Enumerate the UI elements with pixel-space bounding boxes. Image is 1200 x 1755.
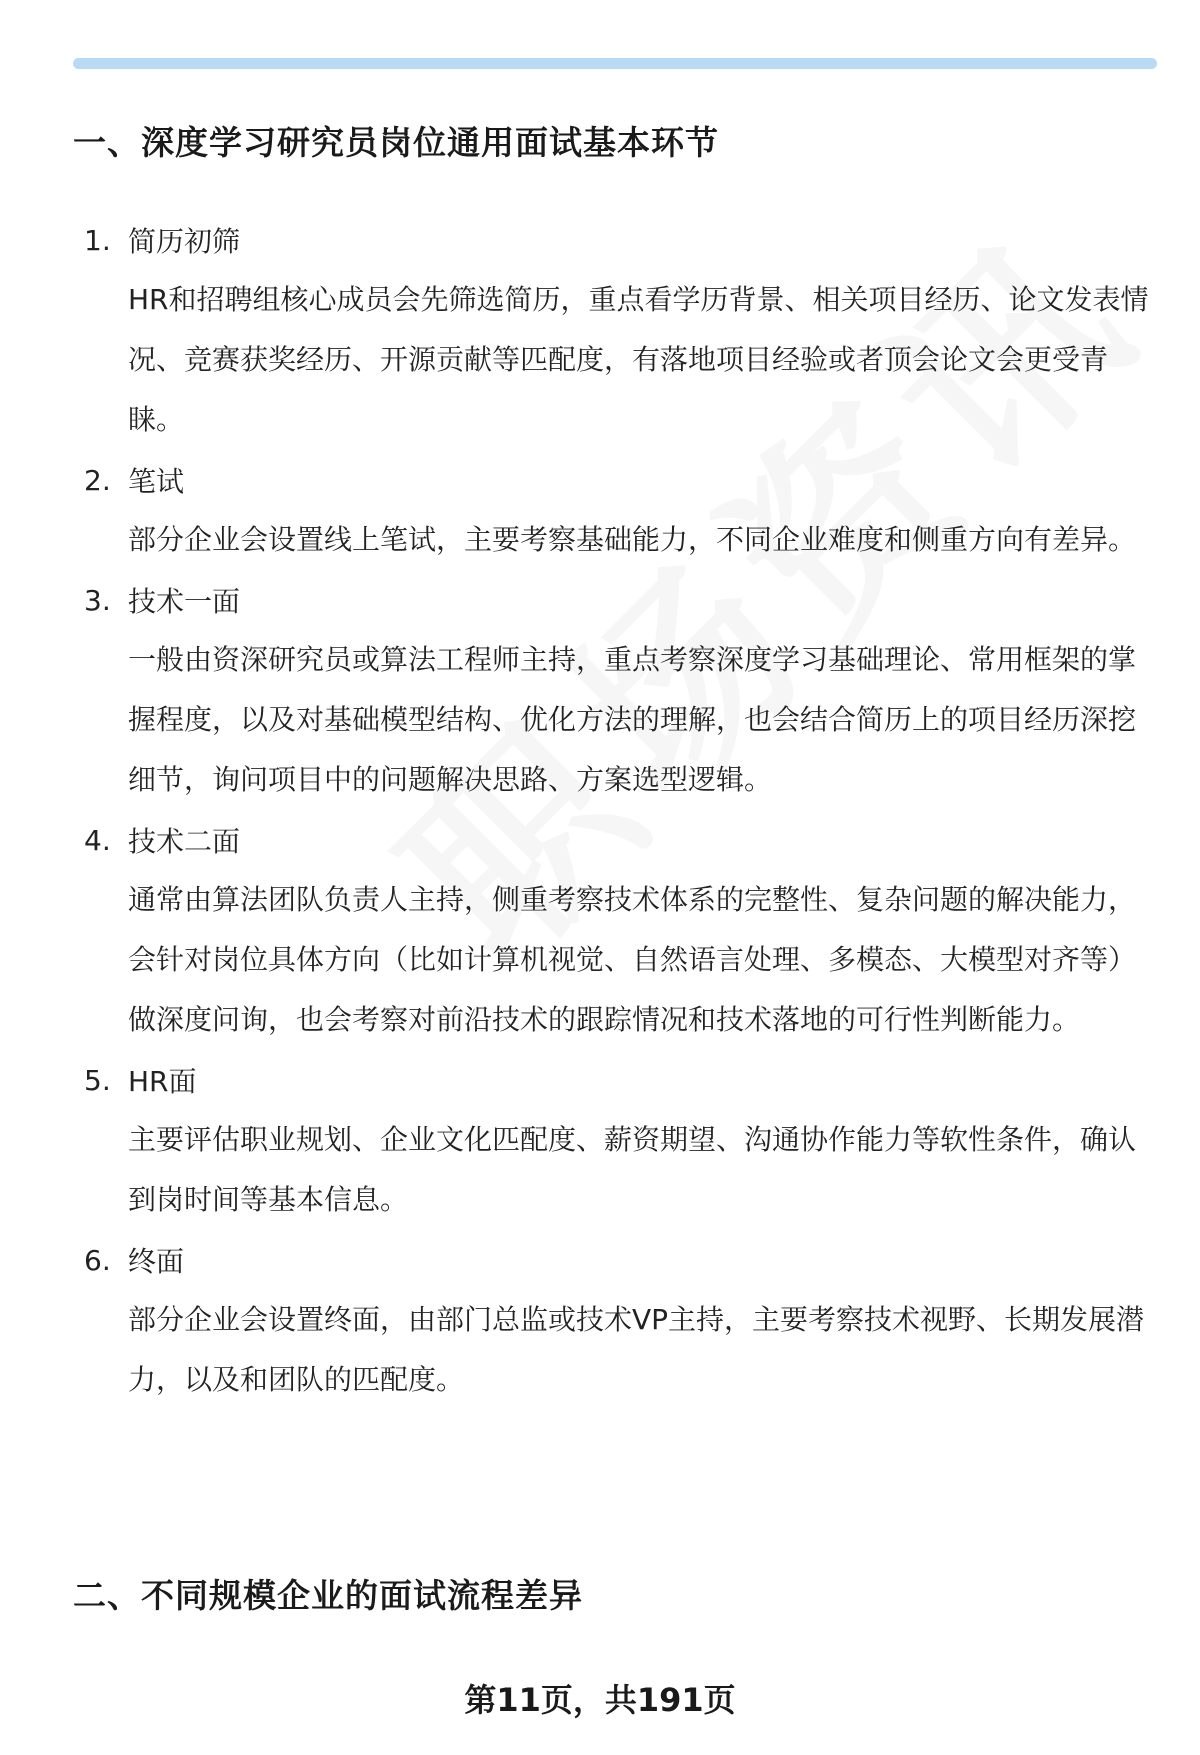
step-title: 技术一面 (128, 585, 241, 618)
step-number: 4. (84, 823, 111, 857)
header-accent-bar (73, 58, 1157, 69)
step-head (84, 570, 1160, 630)
step-title: 简历初筛 (128, 225, 241, 258)
step-title: 终面 (128, 1245, 185, 1278)
step-title: HR面 (128, 1065, 197, 1098)
step-item-2 (84, 450, 1160, 570)
step-head (84, 450, 1160, 510)
step-head (84, 210, 1160, 270)
step-number: 2. (84, 463, 111, 497)
section-title-2: 二、不同规模企业的面试流程差异 (73, 1576, 583, 1615)
step-head (84, 810, 1160, 870)
step-description: HR和招聘组核心成员会先筛选简历，重点看学历背景、相关项目经历、论文发表情况、竞赛获奖经历、开源贡献等匹配度，有落地项目经验或者顶会论文会更受青睐。 (128, 283, 1149, 436)
section-title-1: 一、深度学习研究员岗位通用面试基本环节 (73, 123, 719, 162)
step-description: 部分企业会设置终面，由部门总监或技术VP主持，主要考察技术视野、长期发展潜力，以及和团队的匹配度。 (128, 1303, 1145, 1396)
step-item-6 (84, 1230, 1160, 1410)
step-title: 技术二面 (128, 825, 241, 858)
step-number: 6. (84, 1243, 111, 1277)
step-number: 5. (84, 1063, 111, 1097)
step-item-3 (84, 570, 1160, 810)
step-title: 笔试 (128, 465, 185, 498)
step-head (84, 1050, 1160, 1110)
interview-steps-list (84, 210, 1160, 1410)
step-head (84, 1230, 1160, 1290)
step-description: 一般由资深研究员或算法工程师主持，重点考察深度学习基础理论、常用框架的掌握程度，以及对基础模型结构、优化方法的理解，也会结合简历上的项目经历深挖细节，询问项目中的问题解决思路、方案选型逻辑。 (128, 643, 1137, 796)
step-item-5 (84, 1050, 1160, 1230)
step-description: 通常由算法团队负责人主持，侧重考察技术体系的完整性、复杂问题的解决能力，会针对岗位具体方向（比如计算机视觉、自然语言处理、多模态、大模型对齐等）做深度问询，也会考察对前沿技术的跟踪情况和技术落地的可行性判断能力。 (128, 883, 1137, 1036)
step-number: 3. (84, 583, 111, 617)
step-description: 主要评估职业规划、企业文化匹配度、薪资期望、沟通协作能力等软性条件，确认到岗时间等基本信息。 (128, 1123, 1137, 1216)
step-description: 部分企业会设置线上笔试，主要考察基础能力，不同企业难度和侧重方向有差异。 (128, 523, 1137, 556)
page-number-footer: 第11页，共191页 (464, 1681, 736, 1719)
step-item-4 (84, 810, 1160, 1050)
step-item-1 (84, 210, 1160, 450)
step-number: 1. (84, 223, 111, 257)
